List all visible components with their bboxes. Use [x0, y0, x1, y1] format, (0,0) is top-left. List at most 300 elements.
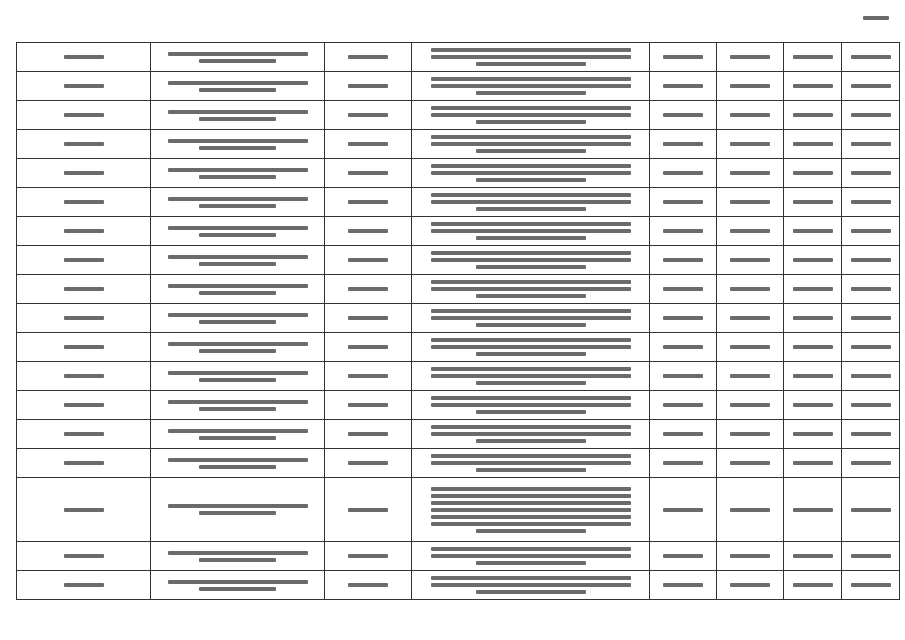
- text-line-placeholder: [348, 258, 388, 262]
- text-line-placeholder: [730, 316, 770, 320]
- land-use-cell: [412, 72, 650, 101]
- text-line-placeholder: [793, 345, 833, 349]
- value-cell: [842, 420, 900, 449]
- cadastral-number-cell: [325, 478, 412, 542]
- category-code-cell: [650, 72, 717, 101]
- text-line-placeholder: [431, 77, 631, 81]
- text-line-placeholder: [431, 487, 631, 491]
- text-line-placeholder: [793, 258, 833, 262]
- record-number-cell: [17, 101, 151, 130]
- text-line-placeholder: [431, 164, 631, 168]
- land-use-cell: [412, 43, 650, 72]
- text-line-placeholder: [431, 338, 631, 342]
- table-row: [17, 304, 900, 333]
- text-line-placeholder: [431, 396, 631, 400]
- text-line-placeholder: [348, 113, 388, 117]
- text-line-placeholder: [64, 142, 104, 146]
- text-line-placeholder: [793, 113, 833, 117]
- text-line-placeholder: [663, 374, 703, 378]
- rate-cell: [784, 217, 842, 246]
- text-line-placeholder: [199, 204, 276, 208]
- text-line-placeholder: [476, 439, 586, 443]
- text-line-placeholder: [431, 309, 631, 313]
- text-line-placeholder: [851, 258, 891, 262]
- rate-cell: [784, 542, 842, 571]
- text-line-placeholder: [199, 117, 276, 121]
- text-line-placeholder: [168, 504, 308, 508]
- rate-cell: [784, 43, 842, 72]
- text-line-placeholder: [348, 55, 388, 59]
- text-line-placeholder: [64, 200, 104, 204]
- table-row: [17, 542, 900, 571]
- category-code-cell: [650, 101, 717, 130]
- text-line-placeholder: [64, 345, 104, 349]
- category-code-cell: [650, 362, 717, 391]
- value-cell: [842, 571, 900, 600]
- cadastral-number-cell: [325, 101, 412, 130]
- land-use-cell: [412, 391, 650, 420]
- text-line-placeholder: [168, 197, 308, 201]
- table-row: [17, 159, 900, 188]
- area-cell: [717, 420, 784, 449]
- text-line-placeholder: [476, 294, 586, 298]
- area-cell: [717, 362, 784, 391]
- text-line-placeholder: [663, 432, 703, 436]
- text-line-placeholder: [730, 287, 770, 291]
- text-line-placeholder: [730, 432, 770, 436]
- rate-cell: [784, 304, 842, 333]
- text-line-placeholder: [851, 461, 891, 465]
- text-line-placeholder: [168, 580, 308, 584]
- text-line-placeholder: [851, 554, 891, 558]
- rate-cell: [784, 391, 842, 420]
- text-line-placeholder: [730, 345, 770, 349]
- text-line-placeholder: [730, 461, 770, 465]
- address-cell: [151, 571, 325, 600]
- category-code-cell: [650, 43, 717, 72]
- record-number-cell: [17, 188, 151, 217]
- area-cell: [717, 72, 784, 101]
- cadastral-number-cell: [325, 275, 412, 304]
- text-line-placeholder: [199, 465, 276, 469]
- land-use-cell: [412, 275, 650, 304]
- text-line-placeholder: [663, 84, 703, 88]
- text-line-placeholder: [730, 374, 770, 378]
- rate-cell: [784, 275, 842, 304]
- record-number-cell: [17, 159, 151, 188]
- text-line-placeholder: [348, 461, 388, 465]
- area-cell: [717, 304, 784, 333]
- cadastral-number-cell: [325, 217, 412, 246]
- text-line-placeholder: [199, 558, 276, 562]
- category-code-cell: [650, 391, 717, 420]
- text-line-placeholder: [431, 432, 631, 436]
- table-row: [17, 101, 900, 130]
- text-line-placeholder: [730, 200, 770, 204]
- table-row: [17, 571, 900, 600]
- text-line-placeholder: [64, 229, 104, 233]
- land-use-cell: [412, 478, 650, 542]
- text-line-placeholder: [851, 508, 891, 512]
- address-cell: [151, 391, 325, 420]
- record-number-cell: [17, 304, 151, 333]
- record-number-cell: [17, 542, 151, 571]
- text-line-placeholder: [431, 403, 631, 407]
- text-line-placeholder: [199, 146, 276, 150]
- record-number-cell: [17, 217, 151, 246]
- text-line-placeholder: [431, 367, 631, 371]
- land-use-cell: [412, 571, 650, 600]
- text-line-placeholder: [663, 316, 703, 320]
- text-line-placeholder: [199, 378, 276, 382]
- text-line-placeholder: [663, 258, 703, 262]
- text-line-placeholder: [663, 287, 703, 291]
- text-line-placeholder: [348, 403, 388, 407]
- text-line-placeholder: [168, 342, 308, 346]
- cadastral-number-cell: [325, 333, 412, 362]
- text-line-placeholder: [168, 81, 308, 85]
- category-code-cell: [650, 478, 717, 542]
- category-code-cell: [650, 275, 717, 304]
- text-line-placeholder: [476, 91, 586, 95]
- category-code-cell: [650, 246, 717, 275]
- text-line-placeholder: [199, 511, 276, 515]
- land-use-cell: [412, 217, 650, 246]
- text-line-placeholder: [476, 561, 586, 565]
- text-line-placeholder: [431, 461, 631, 465]
- value-cell: [842, 275, 900, 304]
- address-cell: [151, 478, 325, 542]
- text-line-placeholder: [348, 84, 388, 88]
- text-line-placeholder: [793, 229, 833, 233]
- text-line-placeholder: [199, 349, 276, 353]
- text-line-placeholder: [663, 403, 703, 407]
- text-line-placeholder: [64, 583, 104, 587]
- text-line-placeholder: [663, 171, 703, 175]
- text-line-placeholder: [663, 461, 703, 465]
- cadastral-number-cell: [325, 188, 412, 217]
- text-line-placeholder: [431, 345, 631, 349]
- text-line-placeholder: [663, 583, 703, 587]
- text-line-placeholder: [730, 229, 770, 233]
- category-code-cell: [650, 449, 717, 478]
- text-line-placeholder: [168, 313, 308, 317]
- text-line-placeholder: [168, 429, 308, 433]
- category-code-cell: [650, 130, 717, 159]
- text-line-placeholder: [851, 200, 891, 204]
- address-cell: [151, 449, 325, 478]
- text-line-placeholder: [431, 576, 631, 580]
- text-line-placeholder: [663, 200, 703, 204]
- text-line-placeholder: [663, 142, 703, 146]
- text-line-placeholder: [431, 171, 631, 175]
- text-line-placeholder: [851, 345, 891, 349]
- cadastral-number-cell: [325, 43, 412, 72]
- text-line-placeholder: [793, 432, 833, 436]
- text-line-placeholder: [199, 436, 276, 440]
- text-line-placeholder: [431, 222, 631, 226]
- address-cell: [151, 217, 325, 246]
- text-line-placeholder: [64, 508, 104, 512]
- address-cell: [151, 72, 325, 101]
- text-line-placeholder: [431, 508, 631, 512]
- text-line-placeholder: [663, 113, 703, 117]
- land-use-cell: [412, 420, 650, 449]
- text-line-placeholder: [199, 320, 276, 324]
- text-line-placeholder: [730, 113, 770, 117]
- value-cell: [842, 130, 900, 159]
- text-line-placeholder: [730, 171, 770, 175]
- page-number-text-placeholder: [863, 16, 889, 20]
- text-line-placeholder: [431, 280, 631, 284]
- table-row: [17, 130, 900, 159]
- table-row: [17, 43, 900, 72]
- text-line-placeholder: [348, 554, 388, 558]
- text-line-placeholder: [431, 258, 631, 262]
- text-line-placeholder: [730, 84, 770, 88]
- text-line-placeholder: [476, 323, 586, 327]
- text-line-placeholder: [431, 106, 631, 110]
- text-line-placeholder: [851, 287, 891, 291]
- text-line-placeholder: [168, 551, 308, 555]
- area-cell: [717, 43, 784, 72]
- record-number-cell: [17, 449, 151, 478]
- table-row: [17, 188, 900, 217]
- text-line-placeholder: [348, 432, 388, 436]
- value-cell: [842, 188, 900, 217]
- text-line-placeholder: [64, 287, 104, 291]
- text-line-placeholder: [168, 400, 308, 404]
- text-line-placeholder: [199, 233, 276, 237]
- text-line-placeholder: [431, 583, 631, 587]
- value-cell: [842, 333, 900, 362]
- table-row: [17, 420, 900, 449]
- category-code-cell: [650, 571, 717, 600]
- value-cell: [842, 449, 900, 478]
- text-line-placeholder: [199, 262, 276, 266]
- cadastral-number-cell: [325, 420, 412, 449]
- text-line-placeholder: [793, 374, 833, 378]
- text-line-placeholder: [431, 287, 631, 291]
- text-line-placeholder: [348, 374, 388, 378]
- text-line-placeholder: [168, 458, 308, 462]
- value-cell: [842, 217, 900, 246]
- text-line-placeholder: [431, 554, 631, 558]
- address-cell: [151, 362, 325, 391]
- text-line-placeholder: [348, 316, 388, 320]
- text-line-placeholder: [663, 345, 703, 349]
- cadastral-number-cell: [325, 130, 412, 159]
- address-cell: [151, 159, 325, 188]
- text-line-placeholder: [168, 52, 308, 56]
- text-line-placeholder: [199, 407, 276, 411]
- land-use-cell: [412, 362, 650, 391]
- text-line-placeholder: [476, 529, 586, 533]
- text-line-placeholder: [730, 583, 770, 587]
- text-line-placeholder: [64, 461, 104, 465]
- text-line-placeholder: [431, 251, 631, 255]
- rate-cell: [784, 72, 842, 101]
- text-line-placeholder: [730, 508, 770, 512]
- text-line-placeholder: [730, 403, 770, 407]
- text-line-placeholder: [663, 554, 703, 558]
- text-line-placeholder: [793, 200, 833, 204]
- text-line-placeholder: [431, 135, 631, 139]
- text-line-placeholder: [730, 554, 770, 558]
- text-line-placeholder: [64, 55, 104, 59]
- area-cell: [717, 130, 784, 159]
- text-line-placeholder: [476, 236, 586, 240]
- rate-cell: [784, 362, 842, 391]
- text-line-placeholder: [851, 229, 891, 233]
- text-line-placeholder: [730, 258, 770, 262]
- record-number-cell: [17, 478, 151, 542]
- table-row: [17, 449, 900, 478]
- rate-cell: [784, 130, 842, 159]
- text-line-placeholder: [476, 352, 586, 356]
- value-cell: [842, 542, 900, 571]
- address-cell: [151, 304, 325, 333]
- text-line-placeholder: [64, 554, 104, 558]
- address-cell: [151, 101, 325, 130]
- land-use-cell: [412, 449, 650, 478]
- text-line-placeholder: [730, 142, 770, 146]
- category-code-cell: [650, 217, 717, 246]
- text-line-placeholder: [431, 515, 631, 519]
- text-line-placeholder: [793, 55, 833, 59]
- text-line-placeholder: [793, 316, 833, 320]
- text-line-placeholder: [793, 461, 833, 465]
- text-line-placeholder: [663, 508, 703, 512]
- text-line-placeholder: [431, 193, 631, 197]
- text-line-placeholder: [431, 454, 631, 458]
- text-line-placeholder: [431, 547, 631, 551]
- record-number-cell: [17, 43, 151, 72]
- text-line-placeholder: [793, 554, 833, 558]
- text-line-placeholder: [793, 508, 833, 512]
- text-line-placeholder: [348, 287, 388, 291]
- value-cell: [842, 304, 900, 333]
- text-line-placeholder: [663, 55, 703, 59]
- text-line-placeholder: [348, 229, 388, 233]
- area-cell: [717, 217, 784, 246]
- land-use-cell: [412, 304, 650, 333]
- text-line-placeholder: [431, 84, 631, 88]
- address-cell: [151, 542, 325, 571]
- text-line-placeholder: [476, 62, 586, 66]
- table-row: [17, 72, 900, 101]
- text-line-placeholder: [64, 113, 104, 117]
- text-line-placeholder: [476, 120, 586, 124]
- text-line-placeholder: [199, 59, 276, 63]
- cadastral-number-cell: [325, 391, 412, 420]
- value-cell: [842, 72, 900, 101]
- record-number-cell: [17, 391, 151, 420]
- land-use-cell: [412, 542, 650, 571]
- cadastral-number-cell: [325, 72, 412, 101]
- text-line-placeholder: [168, 284, 308, 288]
- address-cell: [151, 43, 325, 72]
- area-cell: [717, 449, 784, 478]
- text-line-placeholder: [476, 590, 586, 594]
- text-line-placeholder: [64, 432, 104, 436]
- text-line-placeholder: [431, 425, 631, 429]
- rate-cell: [784, 246, 842, 275]
- text-line-placeholder: [431, 48, 631, 52]
- area-cell: [717, 333, 784, 362]
- text-line-placeholder: [348, 508, 388, 512]
- text-line-placeholder: [431, 374, 631, 378]
- area-cell: [717, 101, 784, 130]
- text-line-placeholder: [476, 207, 586, 211]
- text-line-placeholder: [199, 587, 276, 591]
- text-line-placeholder: [168, 226, 308, 230]
- text-line-placeholder: [199, 175, 276, 179]
- rate-cell: [784, 188, 842, 217]
- text-line-placeholder: [168, 110, 308, 114]
- text-line-placeholder: [851, 113, 891, 117]
- text-line-placeholder: [793, 84, 833, 88]
- text-line-placeholder: [348, 171, 388, 175]
- land-use-cell: [412, 101, 650, 130]
- text-line-placeholder: [431, 113, 631, 117]
- record-number-cell: [17, 362, 151, 391]
- text-line-placeholder: [476, 468, 586, 472]
- area-cell: [717, 478, 784, 542]
- register-table: [16, 42, 900, 600]
- text-line-placeholder: [851, 171, 891, 175]
- text-line-placeholder: [431, 494, 631, 498]
- record-number-cell: [17, 130, 151, 159]
- text-line-placeholder: [476, 265, 586, 269]
- text-line-placeholder: [851, 142, 891, 146]
- text-line-placeholder: [168, 371, 308, 375]
- table-row: [17, 478, 900, 542]
- rate-cell: [784, 449, 842, 478]
- cadastral-number-cell: [325, 542, 412, 571]
- value-cell: [842, 159, 900, 188]
- text-line-placeholder: [348, 345, 388, 349]
- cadastral-number-cell: [325, 449, 412, 478]
- text-line-placeholder: [64, 374, 104, 378]
- record-number-cell: [17, 72, 151, 101]
- address-cell: [151, 275, 325, 304]
- text-line-placeholder: [851, 432, 891, 436]
- cadastral-number-cell: [325, 362, 412, 391]
- text-line-placeholder: [64, 171, 104, 175]
- rate-cell: [784, 571, 842, 600]
- address-cell: [151, 420, 325, 449]
- land-use-cell: [412, 130, 650, 159]
- text-line-placeholder: [793, 142, 833, 146]
- value-cell: [842, 101, 900, 130]
- text-line-placeholder: [431, 316, 631, 320]
- text-line-placeholder: [793, 583, 833, 587]
- page-number: [863, 16, 889, 26]
- text-line-placeholder: [431, 55, 631, 59]
- text-line-placeholder: [348, 142, 388, 146]
- cadastral-number-cell: [325, 159, 412, 188]
- rate-cell: [784, 333, 842, 362]
- value-cell: [842, 478, 900, 542]
- text-line-placeholder: [851, 583, 891, 587]
- rate-cell: [784, 478, 842, 542]
- category-code-cell: [650, 188, 717, 217]
- table-row: [17, 362, 900, 391]
- text-line-placeholder: [730, 55, 770, 59]
- table-row: [17, 275, 900, 304]
- area-cell: [717, 159, 784, 188]
